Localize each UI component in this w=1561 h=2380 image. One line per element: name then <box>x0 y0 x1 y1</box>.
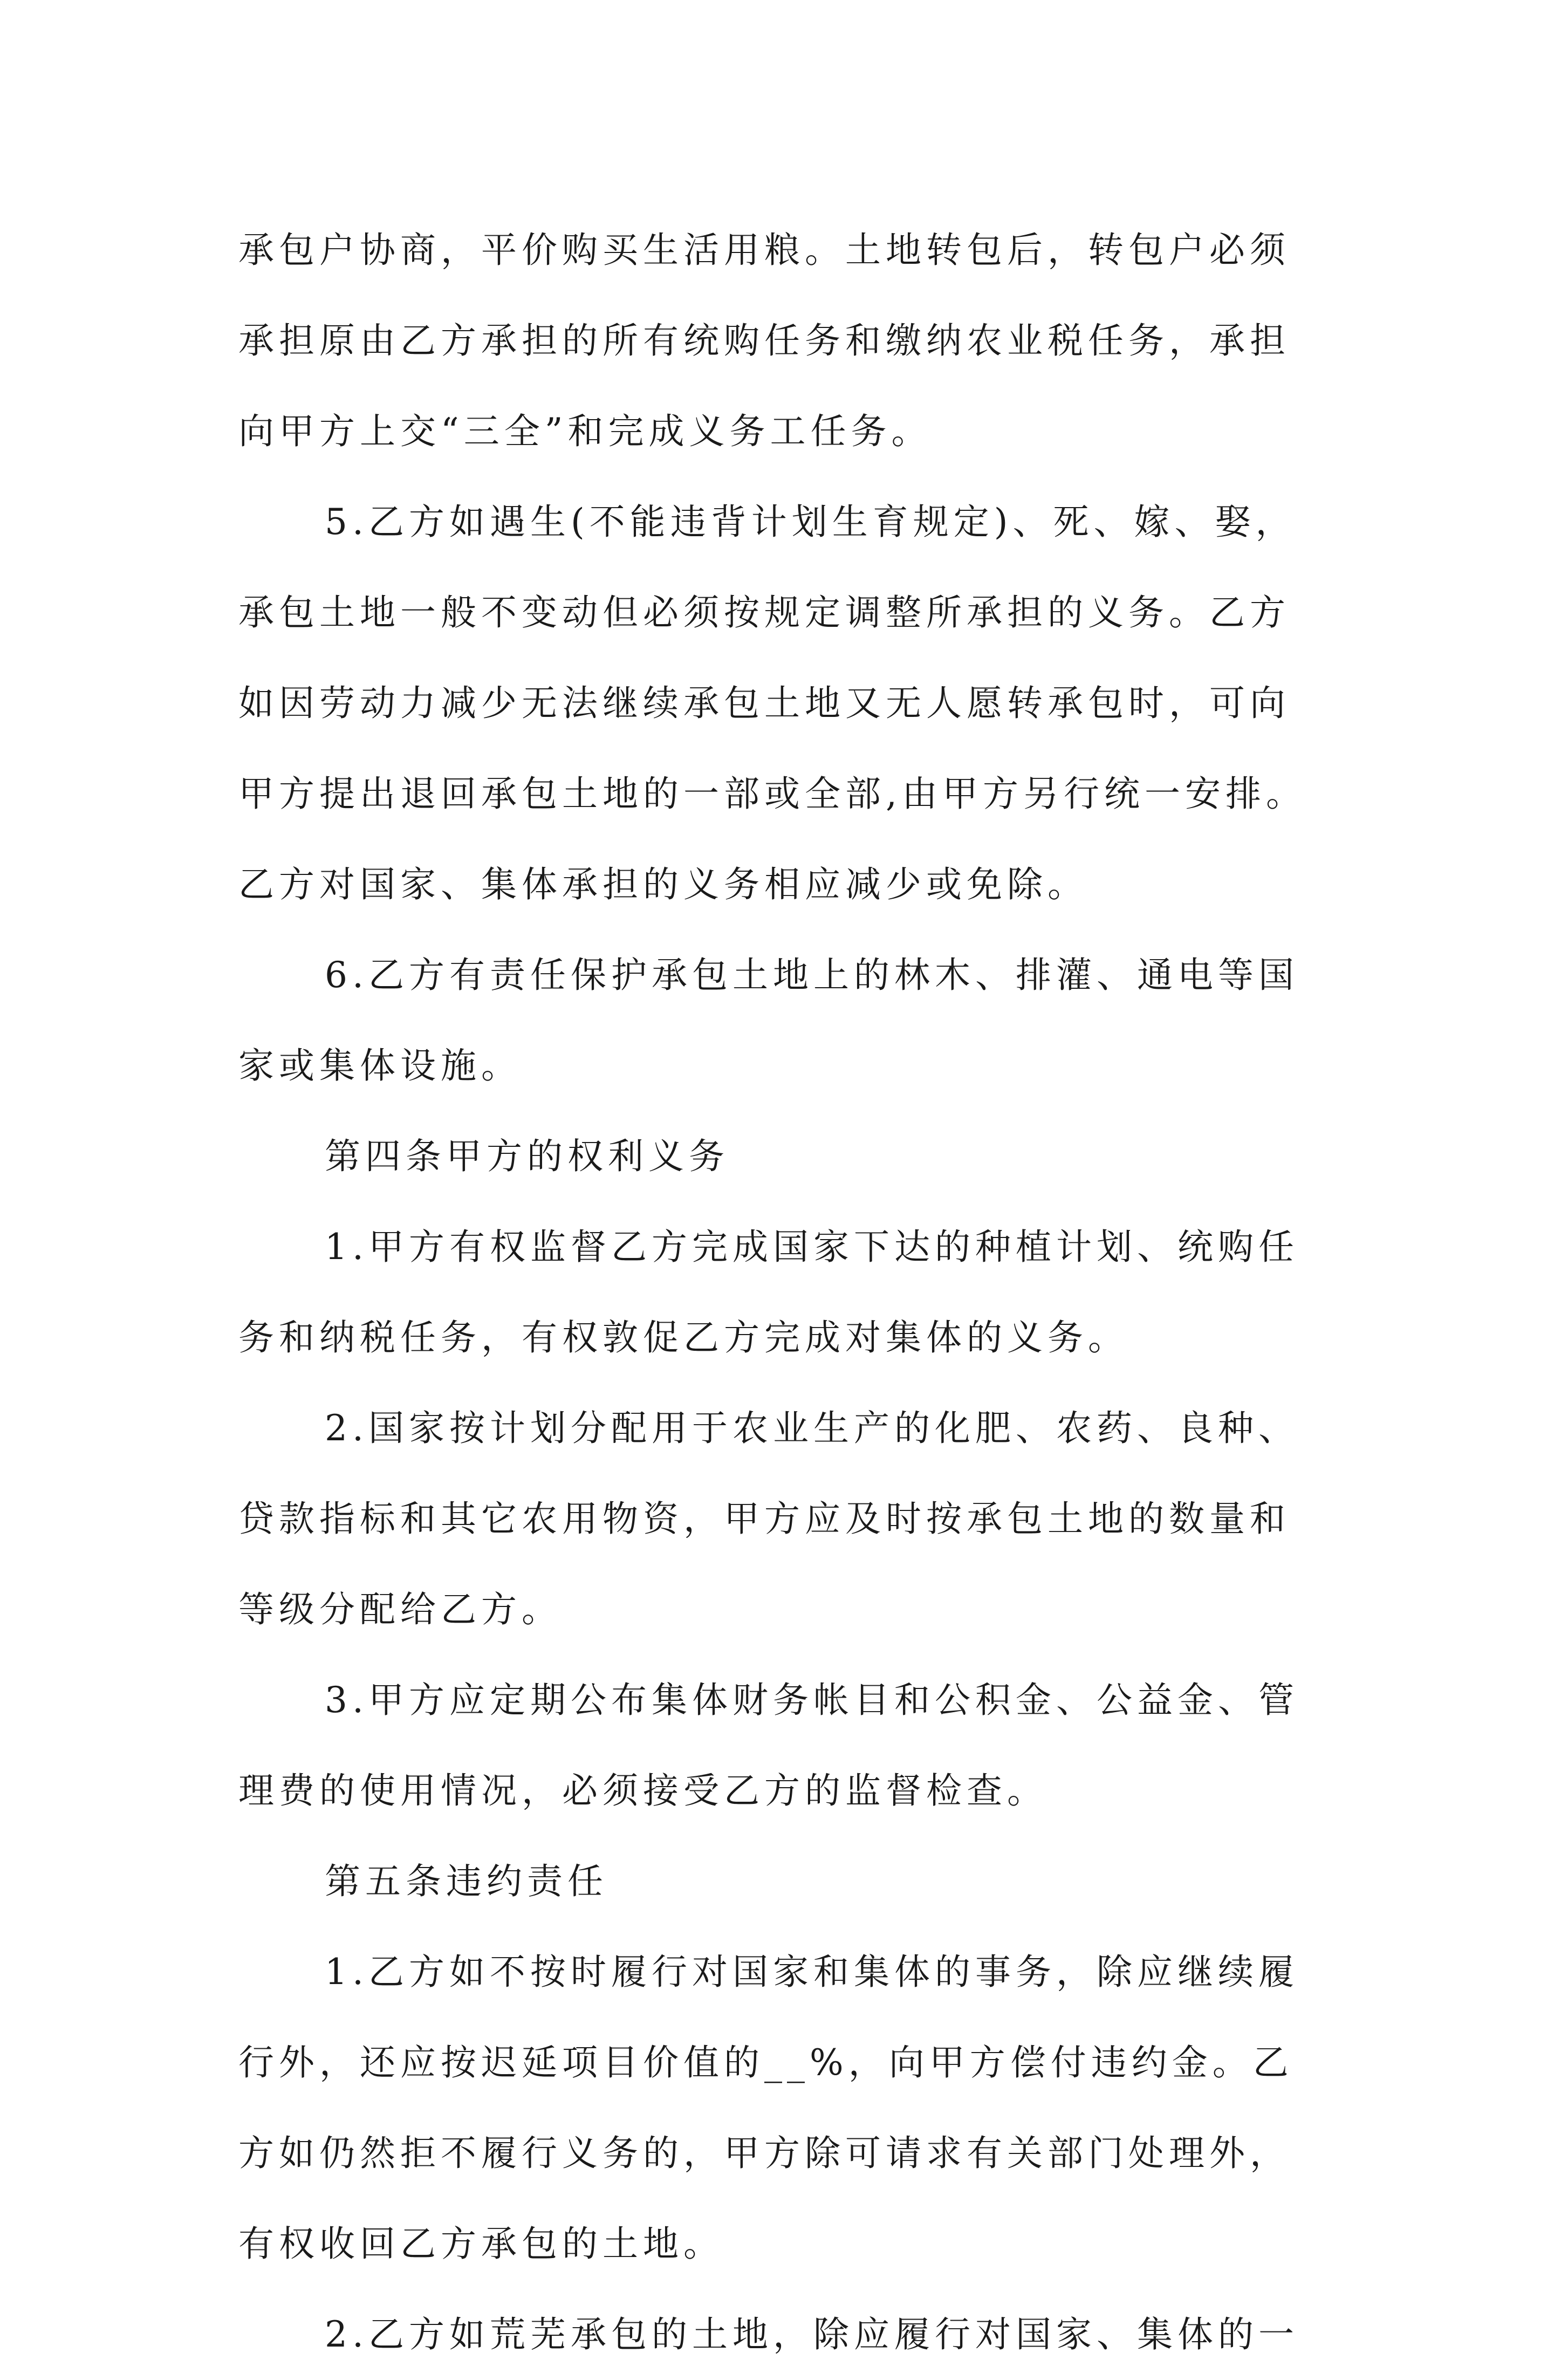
article-5-clause-2-first-line: 2.乙方如荒芜承包的土地，除应履行对国家、集体的一 <box>325 2314 1299 2355</box>
text-line: 向甲方上交“三全”和完成义务工任务。 <box>238 411 932 452</box>
text-line: 有权收回乙方承包的土地。 <box>238 2223 724 2265</box>
text-line: 务和纳税任务，有权敦促乙方完成对集体的义务。 <box>238 1317 1128 1358</box>
article-5-heading: 第五条违约责任 <box>325 1861 608 1902</box>
article-4-clause-3-first-line: 3.甲方应定期公布集体财务帐目和公积金、公益金、管 <box>325 1679 1299 1721</box>
text-line: 方如仍然拒不履行义务的，甲方除可请求有关部门处理外， <box>238 2132 1290 2174</box>
text-line: 如因劳动力减少无法继续承包土地又无人愿转承包时，可向 <box>238 682 1290 724</box>
text-line: 贷款指标和其它农用物资，甲方应及时按承包土地的数量和 <box>238 1498 1290 1540</box>
text-line: 乙方对国家、集体承担的义务相应减少或免除。 <box>238 864 1088 905</box>
article-5-clause-1-first-line: 1.乙方如不按时履行对国家和集体的事务，除应继续履 <box>325 1951 1299 1993</box>
text-line: 等级分配给乙方。 <box>238 1589 562 1630</box>
text-line: 甲方提出退回承包土地的一部或全部,由甲方另行统一安排。 <box>238 773 1306 815</box>
text-line: 承担原由乙方承担的所有统购任务和缴纳农业税任务，承担 <box>238 320 1290 361</box>
text-line: 承包土地一般不变动但必须按规定调整所承担的义务。乙方 <box>238 592 1290 633</box>
text-line: 承包户协商，平价购买生活用粮。土地转包后，转包户必须 <box>238 229 1290 271</box>
article-4-clause-1-first-line: 1.甲方有权监督乙方完成国家下达的种植计划、统购任 <box>325 1226 1299 1268</box>
text-line: 家或集体设施。 <box>238 1045 522 1086</box>
clause-6-first-line: 6.乙方有责任保护承包土地上的林木、排灌、通电等国 <box>325 954 1299 996</box>
text-line: 行外，还应按迟延项目价值的__%，向甲方偿付违约金。乙 <box>238 2042 1293 2083</box>
clause-5-first-line: 5.乙方如遇生(不能违背计划生育规定)、死、嫁、娶， <box>325 501 1296 543</box>
text-line: 理费的使用情况，必须接受乙方的监督检查。 <box>238 1770 1047 1811</box>
article-4-clause-2-first-line: 2.国家按计划分配用于农业生产的化肥、农药、良种、 <box>325 1407 1299 1449</box>
body-text <box>238 205 1328 2380</box>
article-4-heading: 第四条甲方的权利义务 <box>325 1136 729 1177</box>
